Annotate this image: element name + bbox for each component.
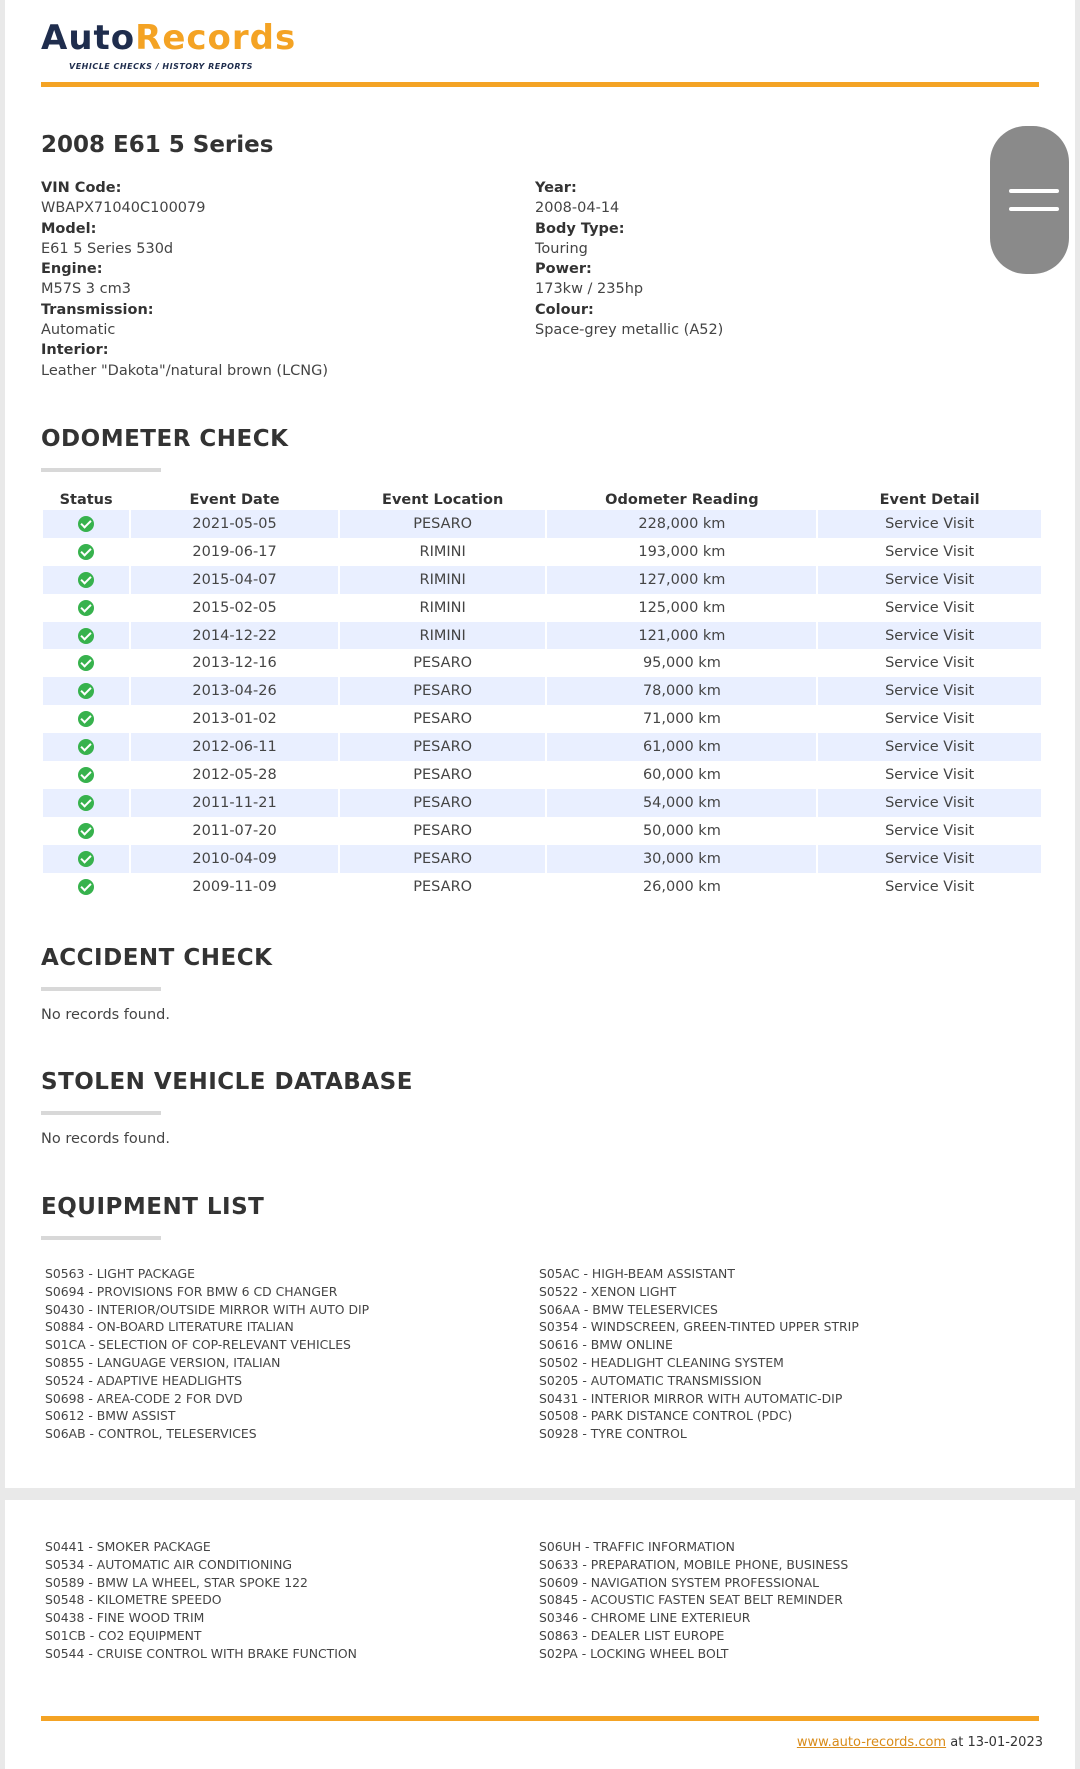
check-circle-icon [78,655,94,671]
equipment-item: S0354 - WINDSCREEN, GREEN-TINTED UPPER STRIP [539,1319,859,1335]
equipment-item: S0589 - BMW LA WHEEL, STAR SPOKE 122 [45,1574,308,1590]
table-row [43,733,1041,761]
cell-location: RIMINI [419,543,466,560]
cell-location: PESARO [340,510,546,538]
accident-result: No records found. [41,1007,170,1023]
table-row [43,761,1041,789]
check-circle-icon [78,823,94,839]
cell-reading: 71,000 km [642,711,721,728]
cell-reading: 193,000 km [638,543,726,560]
cell-detail: Service Visit [885,822,975,839]
check-circle-icon [78,795,94,811]
cell-reading: 60,000 km [642,766,721,783]
cell-date: 2021-05-05 [131,510,338,538]
cell-date: 2012-06-11 [131,733,338,761]
website-link[interactable]: www.auto-records.com [796,1735,947,1750]
equipment-item: S0346 - CHROME LINE EXTERIEUR [539,1610,751,1626]
report-page-2 [5,1500,1075,1769]
equipment-item: S0508 - PARK DISTANCE CONTROL (PDC) [539,1408,793,1424]
cell-location: PESARO [340,789,546,817]
equipment-item: S0855 - LANGUAGE VERSION, ITALIAN [45,1354,281,1370]
cell-detail: Service Visit [885,655,975,672]
cell-reading: 125,000 km [638,599,726,616]
check-circle-icon [78,851,94,867]
cell-location: PESARO [413,655,473,672]
equipment-item: S0524 - ADAPTIVE HEADLIGHTS [45,1372,243,1388]
col-status: Status [59,492,113,508]
table-row [43,873,1041,901]
stolen-result: No records found. [41,1131,170,1147]
specs-left: VIN Code: WBAPX71040C100079 Model: E61 5 Series 530d Engine: M57S 3 cm3 Transmission: Automatic Interior: Leather "Dakota"/natural brown (LCNG) [41,180,329,379]
cell-date: 2013-04-26 [131,677,338,705]
cell-reading: 228,000 km [547,510,816,538]
table-row [43,594,1041,622]
cell-reading: 78,000 km [547,677,816,705]
check-circle-icon [78,739,94,755]
cell-detail: Service Visit [818,845,1041,873]
cell-detail: Service Visit [818,566,1041,594]
equipment-list-right [539,1538,848,1663]
equipment-item: S0438 - FINE WOOD TRIM [45,1610,205,1626]
cell-date: 2011-11-21 [131,789,338,817]
specs-right: Year: 2008-04-14 Body Type: Touring Power: 173kw / 235hp Colour: Space-grey metallic (A52) [535,180,724,339]
cell-location: RIMINI [340,566,546,594]
equipment-item: S0928 - TYRE CONTROL [539,1426,687,1442]
equipment-list-right [539,1265,859,1443]
cell-detail: Service Visit [885,711,975,728]
section-rule [41,987,161,991]
col-event-detail: Event Detail [879,492,980,508]
section-rule [41,1236,161,1240]
cell-date: 2010-04-09 [131,845,338,873]
col-odometer-reading: Odometer Reading [605,492,759,508]
hamburger-icon [1009,189,1059,193]
check-circle-icon [78,683,94,699]
vehicle-title: 2008 E61 5 Series [41,132,274,158]
equipment-item: S0694 - PROVISIONS FOR BMW 6 CD CHANGER [45,1283,338,1299]
check-circle-icon [78,516,94,532]
cell-reading: 50,000 km [642,822,721,839]
cell-date: 2013-01-02 [192,711,277,728]
cell-detail: Service Visit [885,543,975,560]
equipment-item: S0616 - BMW ONLINE [539,1337,673,1353]
equipment-item: S06AB - CONTROL, TELESERVICES [45,1426,257,1442]
equipment-item: S0441 - SMOKER PACKAGE [45,1539,211,1554]
cell-location: RIMINI [419,599,466,616]
odometer-table [41,484,1043,900]
cell-reading: 121,000 km [547,622,816,650]
equipment-item: S0430 - INTERIOR/OUTSIDE MIRROR WITH AUTO DIP [45,1301,370,1317]
cell-date: 2014-12-22 [131,622,338,650]
cell-location: PESARO [340,733,546,761]
cell-location: PESARO [340,845,546,873]
col-event-date: Event Date [189,492,280,508]
table-row [43,566,1041,594]
equipment-item: S0884 - ON-BOARD LITERATURE ITALIAN [45,1319,294,1335]
equipment-item: S0534 - AUTOMATIC AIR CONDITIONING [45,1556,292,1572]
cell-location: RIMINI [340,622,546,650]
stolen-title: STOLEN VEHICLE DATABASE [41,1069,413,1095]
equipment-item: S0502 - HEADLIGHT CLEANING SYSTEM [539,1354,784,1370]
equipment-item: S0544 - CRUISE CONTROL WITH BRAKE FUNCTION [45,1645,357,1661]
equipment-list-left [45,1538,357,1663]
equipment-item: S02PA - LOCKING WHEEL BOLT [539,1645,729,1661]
table-row [43,677,1041,705]
cell-detail: Service Visit [818,510,1041,538]
cell-location: PESARO [340,677,546,705]
cell-reading: 30,000 km [547,845,816,873]
equipment-item: S06AA - BMW TELESERVICES [539,1301,718,1317]
equipment-item: S0612 - BMW ASSIST [45,1408,176,1424]
cell-detail: Service Visit [885,878,975,895]
equipment-item: S06UH - TRAFFIC INFORMATION [539,1539,735,1554]
header-divider [41,82,1039,87]
report-page-1 [5,0,1075,1488]
cell-location: PESARO [413,822,473,839]
equipment-item: S0609 - NAVIGATION SYSTEM PROFESSIONAL [539,1574,820,1590]
section-rule [41,468,161,472]
cell-detail: Service Visit [885,599,975,616]
section-rule [41,1111,161,1115]
cell-date: 2015-02-05 [192,599,277,616]
equipment-item: S0863 - DEALER LIST EUROPE [539,1627,725,1643]
check-circle-icon [78,628,94,644]
cell-date: 2012-05-28 [192,766,277,783]
cell-location: PESARO [413,878,473,895]
footer: www.auto-records.com at 13-01-2023 [796,1735,1043,1750]
odometer-title: ODOMETER CHECK [41,426,289,452]
cell-reading: 95,000 km [642,655,721,672]
table-row [43,705,1041,733]
cell-detail: Service Visit [818,622,1041,650]
cell-date: 2009-11-09 [192,878,277,895]
cell-detail: Service Visit [818,789,1041,817]
cell-date: 2015-04-07 [131,566,338,594]
table-row [43,622,1041,650]
table-row [43,789,1041,817]
equipment-item: S0205 - AUTOMATIC TRANSMISSION [539,1372,762,1388]
check-circle-icon [78,879,94,895]
equipment-item: S0548 - KILOMETRE SPEEDO [45,1592,222,1608]
menu-button[interactable] [990,126,1069,274]
table-row [43,510,1041,538]
cell-reading: 61,000 km [547,733,816,761]
table-row [43,845,1041,873]
cell-date: 2013-12-16 [192,655,277,672]
check-circle-icon [78,767,94,783]
accident-title: ACCIDENT CHECK [41,945,273,971]
equipment-item: S01CA - SELECTION OF COP-RELEVANT VEHICLES [45,1337,351,1353]
logo-tagline: VEHICLE CHECKS / HISTORY REPORTS [69,62,253,71]
equipment-item: S0563 - LIGHT PACKAGE [45,1266,195,1281]
col-event-location: Event Location [382,492,504,508]
cell-date: 2019-06-17 [192,543,277,560]
equipment-item: S0698 - AREA-CODE 2 FOR DVD [45,1390,243,1406]
cell-reading: 26,000 km [642,878,721,895]
cell-detail: Service Visit [885,766,975,783]
cell-reading: 54,000 km [547,789,816,817]
equipment-item: S0845 - ACOUSTIC FASTEN SEAT BELT REMINDER [539,1592,843,1608]
equipment-item: S0431 - INTERIOR MIRROR WITH AUTOMATIC-DIP [539,1390,843,1406]
table-row [43,649,1041,677]
table-row [43,538,1041,566]
cell-location: PESARO [413,711,473,728]
equipment-item: S01CB - CO2 EQUIPMENT [45,1627,202,1643]
cell-detail: Service Visit [818,733,1041,761]
equipment-item: S05AC - HIGH-BEAM ASSISTANT [539,1266,735,1281]
footer-divider [41,1716,1039,1721]
check-circle-icon [78,600,94,616]
equipment-title: EQUIPMENT LIST [41,1194,265,1220]
check-circle-icon [78,572,94,588]
table-row [43,817,1041,845]
check-circle-icon [78,711,94,727]
equipment-item: S0633 - PREPARATION, MOBILE PHONE, BUSINESS [539,1556,849,1572]
logo: AutoRecords VEHICLE CHECKS / HISTORY REPORTS [41,18,297,71]
cell-detail: Service Visit [818,677,1041,705]
cell-date: 2011-07-20 [192,822,277,839]
check-circle-icon [78,544,94,560]
cell-location: PESARO [413,766,473,783]
equipment-list-left [45,1265,369,1443]
cell-reading: 127,000 km [547,566,816,594]
equipment-item: S0522 - XENON LIGHT [539,1283,677,1299]
